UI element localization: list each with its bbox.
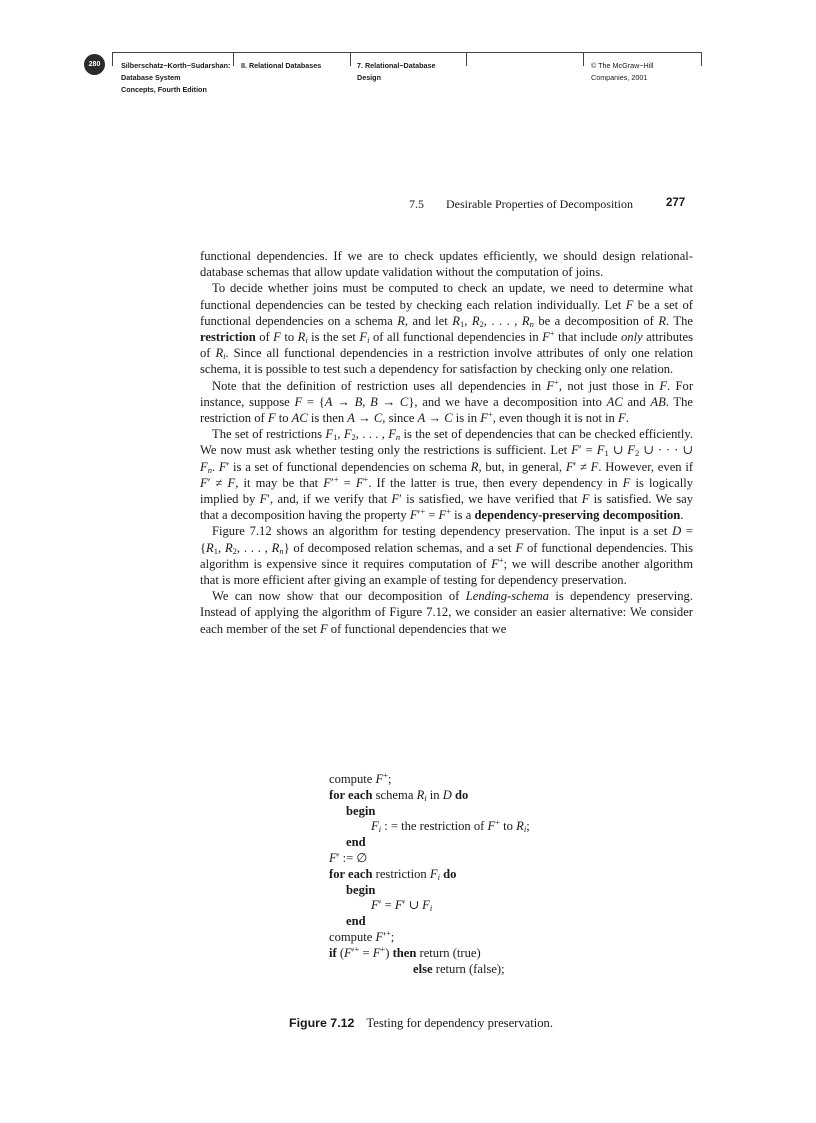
header-line: 7. Relational−Database bbox=[357, 61, 436, 70]
paragraph: Note that the definition of restriction uses all dependencies in F+, not just those in F. For instance, suppose F = {A → B, B → C}, and we have a decomposition into AC and AB. The restriction of F to AC is then A → C, since A → C is in F+, even though it is not in F. bbox=[200, 376, 694, 426]
algorithm-line: if (F′+ = F+) then return (true) bbox=[329, 943, 481, 960]
page-number: 277 bbox=[666, 197, 686, 209]
header-divider bbox=[112, 52, 113, 66]
header-line: Companies, 2001 bbox=[591, 73, 648, 82]
header-copyright bbox=[591, 60, 653, 84]
header-divider bbox=[466, 52, 467, 66]
header-divider bbox=[701, 52, 702, 66]
header-rule bbox=[112, 52, 702, 53]
algorithm-line: begin bbox=[346, 882, 376, 897]
algorithm-line: compute F+; bbox=[329, 770, 392, 786]
figure-caption bbox=[289, 1016, 553, 1031]
header-line: Concepts, Fourth Edition bbox=[121, 85, 207, 94]
paragraph: The set of restrictions $F_1$, $F_2$, . . . , $F_n$ is the set of dependencies that can be checked efficiently. We now must ask whether testing only the restrictions is sufficient. Let $F' = F_1$ ∪ $F_2$ ∪ · · · ∪ $F_n$. F′ is a set of functional dependencies on schema R, but, in general, F′ ≠ F. However, even if F′ ≠ F, it may be that F′+ = F+. If the latter is true, then every dependency in F is logically implied by F′, and, if we verify that F′ is satisfied, we have verified that F is satisfied. We say that a decomposition having the property F′+ = F+ is a dependency-preserving decomposition. bbox=[200, 427, 694, 523]
algorithm-line: compute F′+; bbox=[329, 927, 395, 944]
section-number: 7.5 bbox=[409, 197, 424, 211]
paragraph: functional dependencies. If we are to check updates efficiently, we should design relational-database schemas that allow update validation without the computation of joins. bbox=[200, 249, 693, 280]
header-line: © The McGraw−Hill bbox=[591, 61, 654, 70]
algorithm-line: $F_i$ : = the restriction of F+ to $R_i$; bbox=[371, 817, 530, 835]
page-number-badge: 280 bbox=[84, 54, 105, 75]
figure-caption-text: Testing for dependency preservation. bbox=[366, 1016, 553, 1030]
header-line: Silberschatz−Korth−Sudarshan: bbox=[121, 61, 231, 70]
header-line: Database System bbox=[121, 73, 181, 82]
body-text bbox=[200, 248, 693, 637]
paragraph: To decide whether joins must be computed to check an update, we need to determine what functional dependencies can be tested by checking each relation individually. Let F be a set of functional dependencies on a schema R, and let $R_1$, $R_2$, . . . , $R_n$ be a decomposition of R. The restriction of F to $R_i$ is the set $F_i$ of all functional dependencies in F+ that include only attributes of $R_i$. Since all functional dependencies in a restriction involve attributes of only one relation schema, it is possible to test such a dependency for satisfaction by checking only one relation. bbox=[200, 281, 694, 377]
algorithm-line: for each restriction $F_i$ do bbox=[329, 866, 457, 882]
figure-label: Figure 7.12 bbox=[289, 1016, 355, 1030]
header-divider bbox=[233, 52, 234, 66]
header-divider bbox=[583, 52, 584, 66]
header-book-info bbox=[121, 60, 230, 96]
algorithm-line: end bbox=[346, 914, 366, 929]
header-line: II. Relational Databases bbox=[241, 61, 322, 70]
paragraph: We can now show that our decomposition of Lending-schema is dependency preserving. Instead of applying the algorithm of Figure 7.12, we consider an easier alternative: We consider each member of the set F of functional dependencies that we bbox=[200, 589, 693, 636]
header-part bbox=[241, 60, 321, 72]
algorithm-line: end bbox=[346, 835, 366, 850]
header-line: Design bbox=[357, 73, 381, 82]
algorithm-line: F′ = F′ ∪ $F_i$ bbox=[371, 898, 433, 914]
algorithm-line: for each schema $R_i$ in D do bbox=[329, 787, 469, 803]
algorithm-figure bbox=[329, 772, 649, 977]
header-chapter bbox=[357, 60, 436, 84]
algorithm-line: F′ := ∅ bbox=[329, 850, 368, 865]
paragraph: Figure 7.12 shows an algorithm for testing dependency preservation. The input is a set $D = \{R_1$, $R_2$, . . . , $R_n$} of decomposed relation schemas, and a set F of functional dependencies. This algorithm is expensive since it requires computation of F+; we will describe another algorithm that is more efficient after giving an example of testing for dependency preservation. bbox=[200, 524, 694, 588]
algorithm-line: begin bbox=[346, 803, 376, 818]
header-divider bbox=[350, 52, 351, 66]
algorithm-line: else return (false); bbox=[413, 961, 505, 976]
section-title: Desirable Properties of Decomposition bbox=[446, 197, 633, 211]
